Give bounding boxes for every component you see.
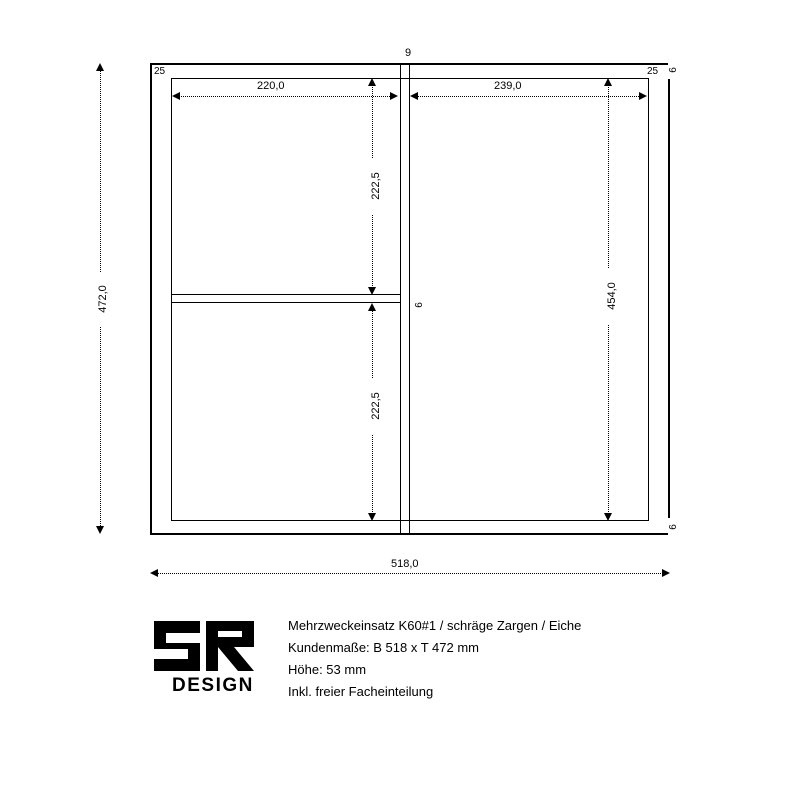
bottom-rail-thickness-label: 6 xyxy=(668,518,680,536)
title-block xyxy=(150,605,670,705)
right-width-dimension-line xyxy=(413,96,645,97)
specification-list xyxy=(288,615,581,703)
left-lower-height-arrow-bottom xyxy=(368,513,376,521)
right-height-arrow-bottom xyxy=(604,513,612,521)
svg-text:DESIGN: DESIGN xyxy=(172,675,254,695)
divider-thickness-label: 9 xyxy=(398,47,418,59)
left-wall-thickness-label: 25 xyxy=(154,66,166,77)
left-width-dimension-line xyxy=(174,96,396,97)
left-width-label: 220,0 xyxy=(257,80,285,92)
left-upper-height-label: 222,5 xyxy=(370,158,382,214)
right-width-arrow-start xyxy=(410,92,418,100)
overall-depth-arrow-top xyxy=(96,63,104,71)
left-lower-height-label: 222,5 xyxy=(370,378,382,434)
overall-width-arrow-right xyxy=(662,569,670,577)
right-width-label: 239,0 xyxy=(494,80,522,92)
left-shelf xyxy=(171,294,401,303)
left-lower-height-arrow-top xyxy=(368,303,376,311)
spec-line-height: Höhe: 53 mm xyxy=(288,662,367,677)
overall-width-arrow-left xyxy=(150,569,158,577)
spec-line-customer-dimensions: Kundenmaße: B 518 x T 472 mm xyxy=(288,640,480,655)
overall-depth-arrow-bottom xyxy=(96,526,104,534)
shelf-thickness-label: 6 xyxy=(414,296,426,314)
right-wall-thickness-label: 25 xyxy=(647,66,659,77)
right-height-label: 454,0 xyxy=(606,268,618,324)
top-rail-thickness-label: 6 xyxy=(668,61,680,79)
right-width-arrow-end xyxy=(639,92,647,100)
overall-width-dimension-line xyxy=(155,573,667,574)
overall-depth-label: 472,0 xyxy=(97,272,109,326)
left-upper-height-arrow-bottom xyxy=(368,287,376,295)
left-upper-height-arrow-top xyxy=(368,78,376,86)
vertical-divider xyxy=(400,63,410,535)
spec-line-compartment-note: Inkl. freier Facheinteilung xyxy=(288,684,434,699)
sr-design-logo xyxy=(150,613,260,695)
spec-line-product: Mehrzweckeinsatz K60#1 / schräge Zargen / Eiche xyxy=(288,618,582,633)
right-height-arrow-top xyxy=(604,78,612,86)
left-width-arrow-start xyxy=(172,92,180,100)
overall-width-label: 518,0 xyxy=(391,558,419,570)
left-width-arrow-end xyxy=(390,92,398,100)
